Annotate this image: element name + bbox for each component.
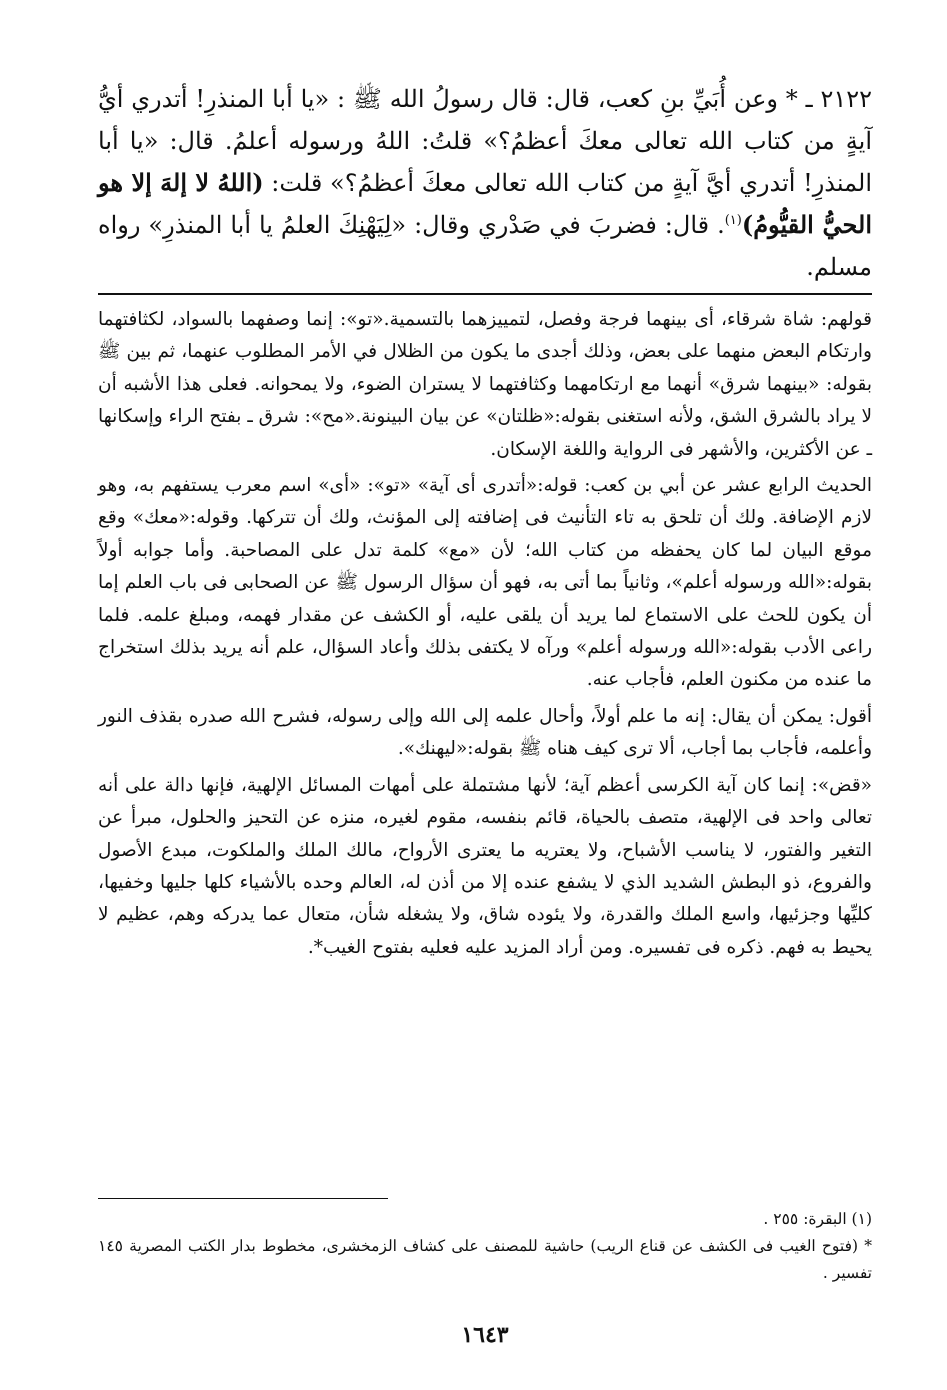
commentary-paragraph-2: الحديث الرابع عشر عن أبي بن كعب: قوله:«أتدرى أى آية» «تو»: «أى» اسم معرب يستفهم به، وهو لازم الإضافة. ولك أن تلحق به تاء التأنيث فى إضافته إلى المؤنث، ولك أن تتركها. وقوله:«معك» وقع موقع البيان لما كان يحفظه من كتاب الله؛ لأن «مع» كلمة تدل على المصاحبة. وأما جوابه أولاً بقوله:«الله ورسوله أعلم»، وثانياً بما أتى به، فهو أن سؤال الرسول ﷺ عن الصحابى فى باب العلم إما أن يكون للحث على الاستماع لما يريد أن يلقى عليه، أو الكشف عن مقدار فهمه، ومبلغ علمه. فلما راعى الأدب بقوله:«الله ورسوله أعلم» ورآه لا يكتفى بذلك وأعاد السؤال، علم أنه يريد بذلك استخراج ما عنده من مكنون العلم، فأجاب عنه. (98, 475, 872, 691)
hadith-text-part2: . قال: فضربَ في صَدْري وقال: «لِيَهْنِكَ العلمُ يا أبا المنذرِ» رواه مسلم. (98, 211, 872, 281)
main-divider (98, 293, 872, 295)
footnote-2: * (فتوح الغيب فى الكشف عن قناع الريب) حاشية للمصنف على كشاف الزمخشرى، مخطوط بدار الكتب المصرية ١٤٥ تفسير . (98, 1237, 872, 1282)
commentary-paragraph-3: أقول: يمكن أن يقال: إنه ما علم أولاً، وأحال علمه إلى الله وإلى رسوله، فشرح الله صدره بقذف النور وأعلمه، فأجاب بما أجاب، ألا ترى كيف هناه ﷺ بقوله:«ليهنك». (98, 705, 872, 760)
hadith-text (98, 78, 872, 288)
book-page (98, 0, 872, 1390)
footnotes-section (98, 1206, 872, 1287)
footnote-1: (١) البقرة: ٢٥٥ . (763, 1210, 872, 1228)
commentary-paragraph-1: قولهم: شاة شرقاء، أى بينهما فرجة وفصل، لتمييزهما بالتسمية.«تو»: إنما وصفهما بالسواد، لكثافتهما وارتكام البعض منهما على بعض، وذلك أجدى ما يكون من الظلال في الأمر المطلوب عنهما، ثم بين ﷺ بقوله: «بينهما شرق» أنهما مع ارتكامهما وكثافتهما لا يستران الضوء، ولا يمحوانه. فعلى هذا الأشبه أن لا يراد بالشرق الشق، ولأنه استغنى بقوله:«ظلتان» عن بيان البينونة.«مح»: شرق ـ بفتح الراء وإسكانها ـ عن الأكثرين، والأشهر فى الرواية واللغة الإسكان. (98, 309, 872, 460)
footnote-divider (98, 1198, 388, 1199)
footnote-marker[interactable]: (١) (724, 213, 742, 228)
page-number: ١٦٤٣ (461, 1322, 509, 1348)
quran-verse: (اللهُ لا إلهَ إلا هو الحيُّ القيُّومُ) (98, 168, 872, 239)
commentary-paragraph-4: «قض»: إنما كان آية الكرسى أعظم آية؛ لأنها مشتملة على أمهات المسائل الإلهية، فإنها دالة على أنه تعالى واحد فى الإلهية، متصف بالحياة، قائم بنفسه، مقوم لغيره، منزه عن التحيز والحلول، مبرأ عن التغير والفتور، لا يناسب الأشباح، ولا يعتريه ما يعترى الأرواح، مالك الملك والملكوت، مبدع الأصول والفروع، ذو البطش الشديد الذي لا يشفع عنده إلا من أذن له، العالم وحده بالأشياء كلها جليها وخفيها، كليِّها وجزئيها، واسع الملك والقدرة، ولا يئوده شاق، ولا يشغله شأن، متعال عما يدركه وهم، عظيم لا يحيط به فهم. ذكره فى تفسيره. ومن أراد المزيد عليه فعليه بفتوح الغيب*. (98, 774, 872, 958)
commentary-section (98, 304, 872, 968)
hadith-text-part1: ٢١٢٢ ـ * وعن أُبَيِّ بنِ كعب، قال: قال رسولُ الله ﷺ : «يا أبا المنذرِ! أتدري أيُّ آيةٍ من كتاب الله تعالى معكَ أعظمُ؟» قلتُ: اللهُ ورسوله أعلمُ. قال: «يا أبا المنذرِ! أتدري أيَّ آيةٍ من كتاب الله تعالى معكَ أعظمُ؟» قلت: (98, 85, 872, 197)
